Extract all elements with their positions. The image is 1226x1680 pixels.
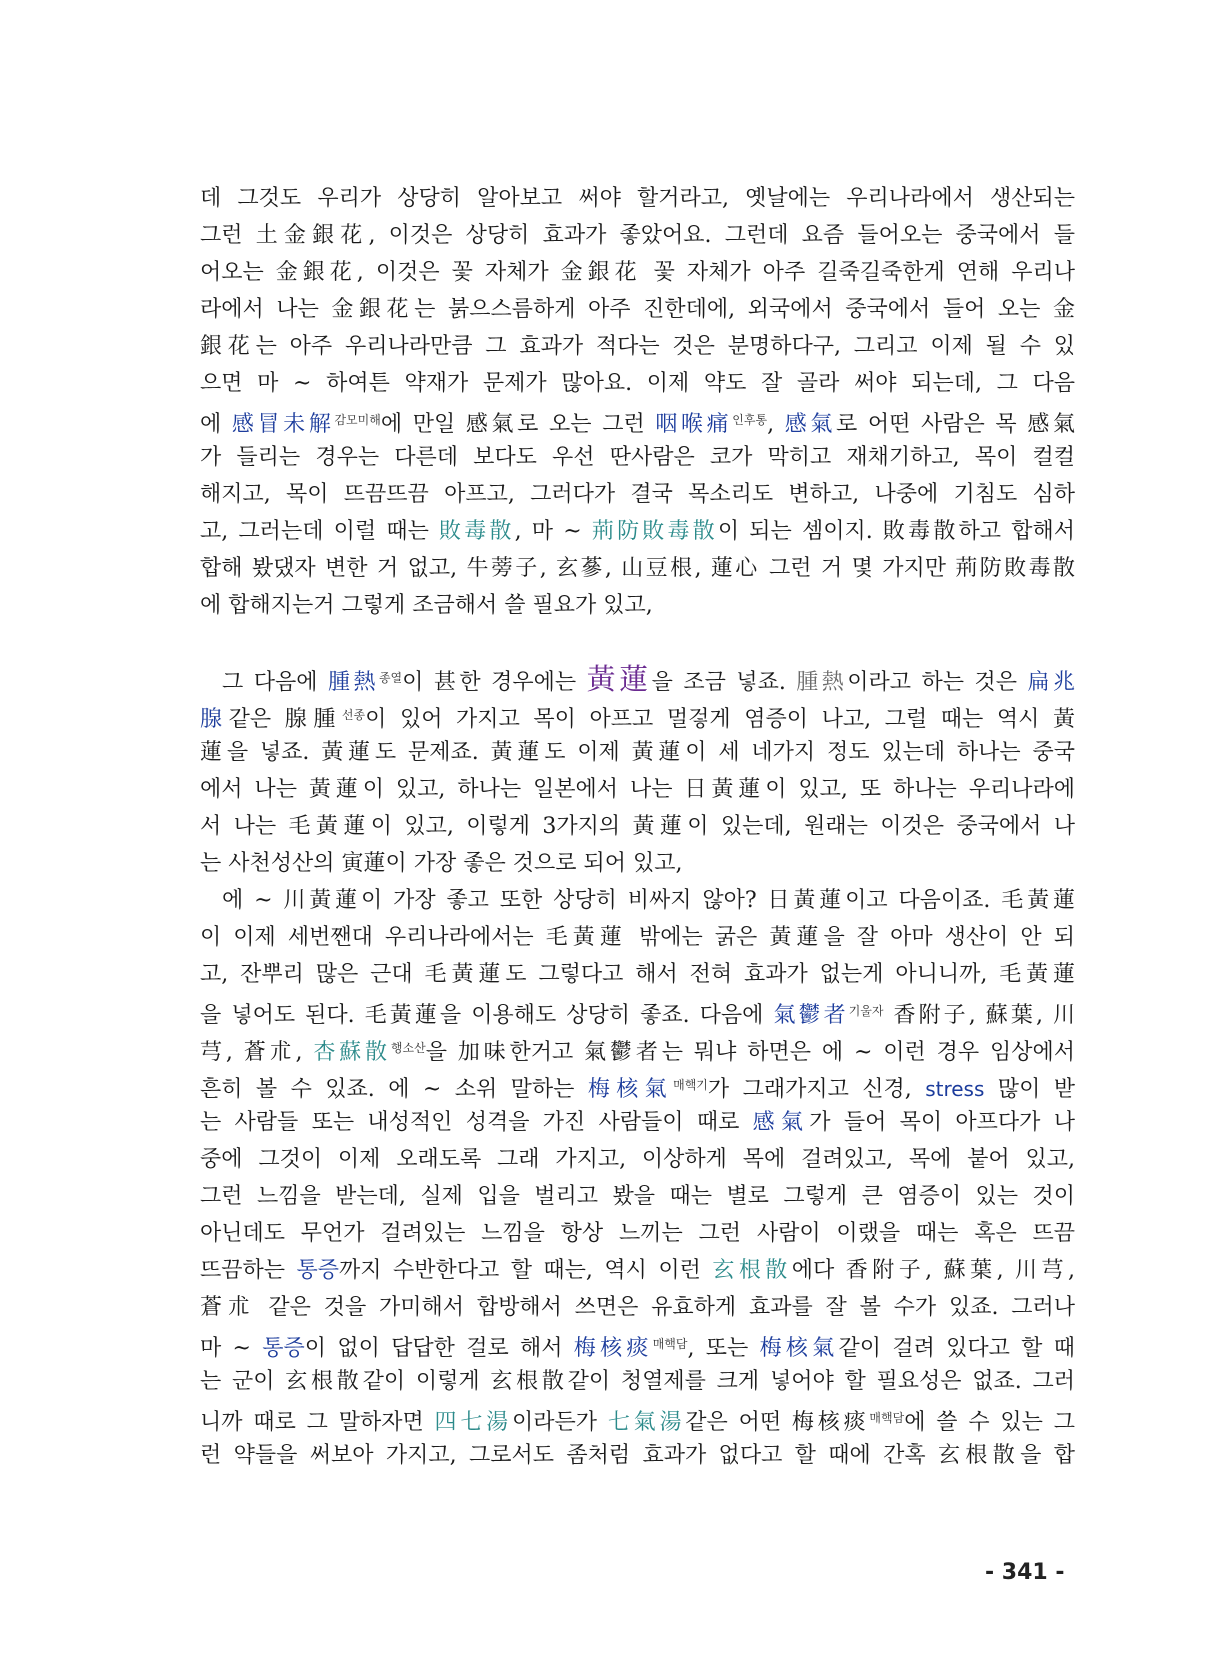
text-line: 뜨끔하는 통증까지 수반한다고 할 때는, 역시 이런 玄根散에다 香附子, 蘇葉, 川芎, [200,1258,1075,1283]
text-line: 에 感冒未解$^{감모미해}$에 만일 感氣로 오는 그런 咽喉痛$^{인후통}$, 感氣로 어떤 사람은 목 感氣 [200,412,1075,437]
text-line: 으면 마 ~ 하여튼 약재가 문제가 많아요. 이제 약도 잘 골라 써야 되는데, 그 다음 [200,371,1075,396]
text-line: 니까 때로 그 말하자면 四七湯이라든가 七氣湯같은 어떤 梅核痰$^{매핵담}$에 쓸 수 있는 그 [200,1410,1075,1435]
text-line: 銀花는 아주 우리나라만큼 그 효과가 적다는 것은 분명하다구, 그리고 이제 될 수 있 [200,334,1075,359]
text-line: 芎, 蒼朮, 杏蘇散$^{행소산}$을 加味한거고 氣鬱者는 뭐냐 하면은 에 ~ 이런 경우 임상에서 [200,1040,1075,1065]
text-line: 는 군이 玄根散같이 이렇게 玄根散같이 청열제를 크게 넣어야 할 필요성은 없죠. 그러 [200,1369,1075,1394]
text-line: 그런 土金銀花, 이것은 상당히 효과가 좋았어요. 그런데 요즘 들어오는 중국에서 들 [200,223,1075,248]
page-number: - 341 - [985,1560,1065,1585]
text-line: 蓮을 넣죠. 黃蓮도 문제죠. 黃蓮도 이제 黃蓮이 세 네가지 정도 있는데 하나는 중국 [200,740,1075,765]
text-line: 데 그것도 우리가 상당히 알아보고 써야 할거라고, 옛날에는 우리나라에서 생산되는 [200,186,1075,211]
text-line: 가 들리는 경우는 다른데 보다도 우선 딴사람은 코가 막히고 재채기하고, 목이 컬컬 [200,445,1075,470]
text-line: 에서 나는 黃蓮이 있고, 하나는 일본에서 나는 日黃蓮이 있고, 또 하나는 우리나라에 [200,777,1075,802]
text-line: 어오는 金銀花, 이것은 꽃 자체가 金銀花 꽃 자체가 아주 길죽길죽한게 연해 우리나 [200,260,1075,285]
text-line: 흔히 볼 수 있죠. 에 ~ 소위 말하는 梅核氣$^{매핵기}$가 그래가지고 신경, stress 많이 받 [200,1077,1075,1102]
text-line: 고, 잔뿌리 많은 근대 毛黃蓮도 그렇다고 해서 전혀 효과가 없는게 아니니까, 毛黃蓮 [200,962,1075,987]
text-line: 중에 그것이 이제 오래도록 그래 가지고, 이상하게 목에 걸려있고, 목에 붙어 있고, [200,1147,1075,1172]
text-line: 에 ~ 川黃蓮이 가장 좋고 또한 상당히 비싸지 않아? 日黃蓮이고 다음이죠. 毛黃蓮 [222,888,1075,913]
text-line: 아닌데도 무언가 걸려있는 느낌을 항상 느끼는 그런 사람이 이랬을 때는 혹은 뜨끔 [200,1221,1075,1246]
text-line: 그 다음에 腫熱$^{종열}$이 甚한 경우에는 黃蓮을 조금 넣죠. 腫熱이라고 하는 것은 扁兆 [222,662,1075,696]
text-line: 그런 느낌을 받는데, 실제 입을 벌리고 봤을 때는 별로 그렇게 큰 염증이 있는 것이 [200,1184,1075,1209]
text-line: 蒼朮 같은 것을 가미해서 합방해서 쓰면은 유효하게 효과를 잘 볼 수가 있죠. 그러나 [200,1295,1075,1320]
text-line: 에 합해지는거 그렇게 조금해서 쓸 필요가 있고, [200,593,653,618]
text-line: 는 사천성산의 寅蓮이 가장 좋은 것으로 되어 있고, [200,851,683,876]
text-line: 고, 그러는데 이럴 때는 敗毒散, 마 ~ 荊防敗毒散이 되는 셈이지. 敗毒散하고 합해서 [200,519,1075,544]
text-line: 합해 봤댔자 변한 거 없고, 牛蒡子, 玄蔘, 山豆根, 蓮心 그런 거 몇 가지만 荊防敗毒散 [200,556,1075,581]
text-line: 는 사람들 또는 내성적인 성격을 가진 사람들이 때로 感氣가 들어 목이 아프다가 나 [200,1110,1075,1135]
text-line: 을 넣어도 된다. 毛黃蓮을 이용해도 상당히 좋죠. 다음에 氣鬱者$^{기울자}$ 香附子, 蘇葉, 川 [200,1003,1075,1028]
text-line: 해지고, 목이 뜨끔뜨끔 아프고, 그러다가 결국 목소리도 변하고, 나중에 기침도 심하 [200,482,1075,507]
text-line: 이 이제 세번짼대 우리나라에서는 毛黃蓮 밖에는 굵은 黃蓮을 잘 아마 생산이 안 되 [200,925,1075,950]
text-line: 마 ~ 통증이 없이 답답한 걸로 해서 梅核痰$^{매핵담}$, 또는 梅核氣같이 걸려 있다고 할 때 [200,1336,1075,1361]
text-line: 腺같은 腺腫$^{선종}$이 있어 가지고 목이 아프고 멀겋게 염증이 나고, 그럴 때는 역시 黃 [200,707,1075,732]
document-body [200,180,1075,1474]
text-line: 라에서 나는 金銀花는 붉으스름하게 아주 진한데에, 외국에서 중국에서 들어 오는 金 [200,297,1075,322]
text-line: 런 약들을 써보아 가지고, 그로서도 좀처럼 효과가 없다고 할 때에 간혹 玄根散을 합 [200,1443,1075,1468]
text-line: 서 나는 毛黃蓮이 있고, 이렇게 3가지의 黃蓮이 있는데, 원래는 이것은 중국에서 나 [200,814,1075,839]
